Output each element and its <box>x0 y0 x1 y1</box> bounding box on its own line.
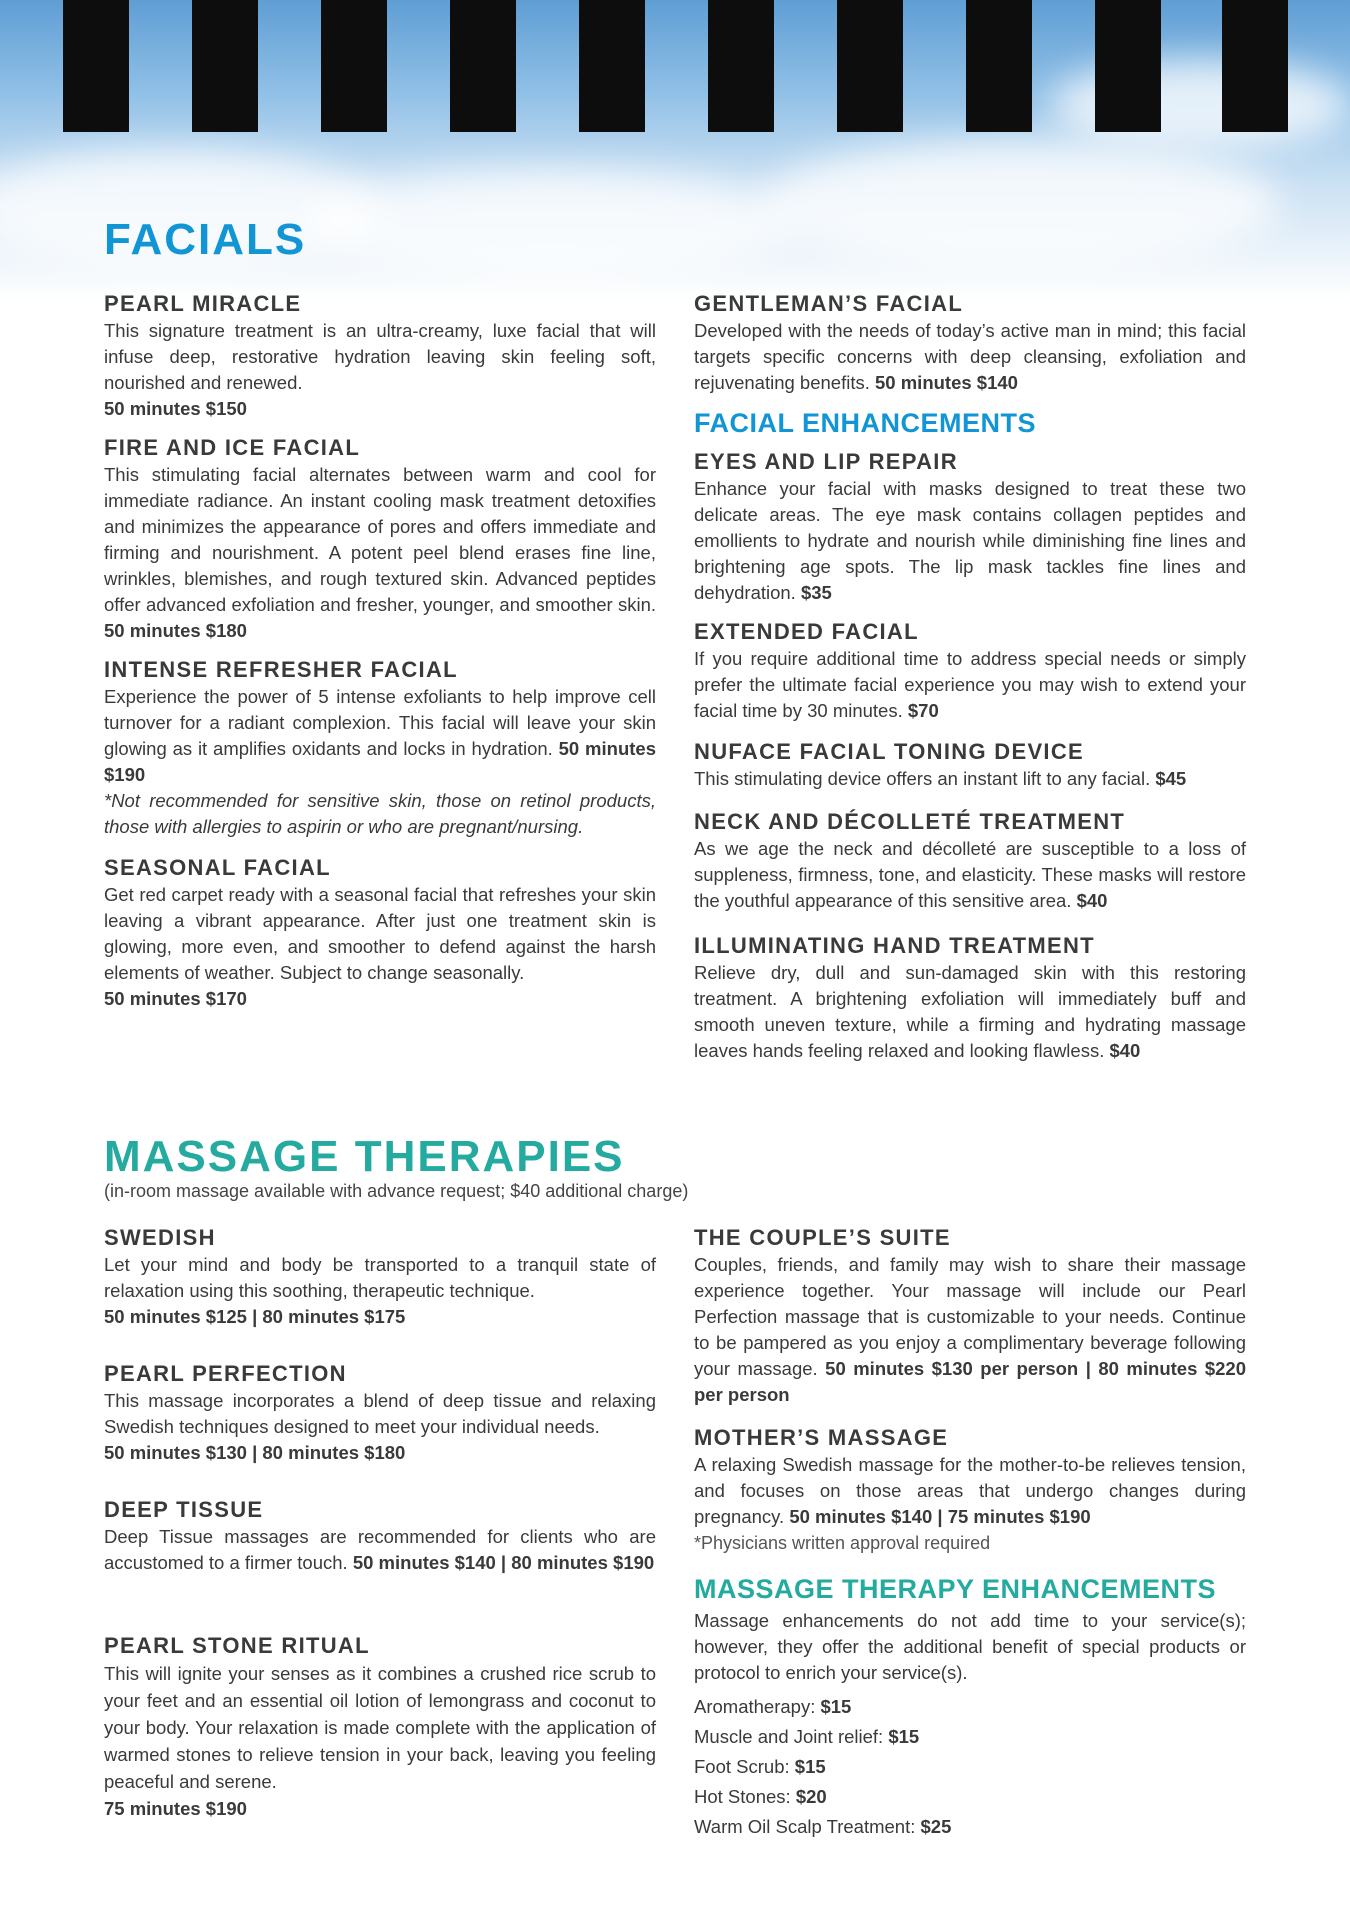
enhancement-neck-and-decollete <box>694 808 1246 932</box>
massage-enhancements-list <box>694 1692 1246 1842</box>
service-name: FIRE AND ICE FACIAL <box>104 435 361 460</box>
massage-subtitle: (in-room massage available with advance request; $40 additional charge) <box>104 1181 689 1201</box>
service-price: 50 minutes $140 | 80 minutes $190 <box>352 1552 655 1573</box>
service-description: Let your mind and body be transported to a tranquil state of relaxation using this soothing, therapeutic technique. 50 minutes $125 | 80 minutes $175 <box>104 1254 656 1327</box>
service-name: SEASONAL FACIAL <box>104 855 331 880</box>
service-name: INTENSE REFRESHER FACIAL <box>104 657 458 682</box>
header-stripe <box>1095 0 1161 132</box>
facials-right-column <box>694 290 1246 1064</box>
massage-right-column <box>694 1224 1246 1842</box>
service-description: As we age the neck and décolleté are susceptible to a loss of suppleness, firmness, tone, and elasticity. These masks will restore the youthful appearance of this sensitive area. $40 <box>694 838 1246 911</box>
service-price: $40 <box>1109 1040 1141 1061</box>
service-pearl-miracle <box>104 290 656 434</box>
service-name: NECK AND DÉCOLLETÉ TREATMENT <box>694 809 1126 834</box>
enhancement-extended-facial <box>694 618 1246 738</box>
service-description: Experience the power of 5 intense exfoliants to help improve cell turnover for a radiant complexion. This facial will leave your skin glowing as it amplifies oxidants and locks in hydration. 50 minutes $190 <box>104 686 656 785</box>
service-price: 75 minutes $190 <box>104 1798 247 1819</box>
service-pearl-perfection <box>104 1360 656 1496</box>
header-stripe <box>966 0 1032 132</box>
service-price: $70 <box>907 700 939 721</box>
header-stripe <box>579 0 645 132</box>
header-stripe <box>63 0 129 132</box>
service-description: Couples, friends, and family may wish to share their massage experience together. Your massage will include our Pearl Perfection massage that is customizable to your needs. Continue to be pampered as you enjoy a complimentary beverage following your massage. 50 minutes $130 per person | 80 minutes $220 per person <box>694 1254 1246 1405</box>
service-description: This massage incorporates a blend of deep tissue and relaxing Swedish techniques designed to meet your individual needs. 50 minutes $130 | 80 minutes $180 <box>104 1390 656 1463</box>
massage-enhancements-title: MASSAGE THERAPY ENHANCEMENTS <box>694 1574 1217 1604</box>
service-description: Enhance your facial with masks designed to treat these two delicate areas. The eye mask contains collagen peptides and emollients to hydrate and nourish while diminishing fine lines and brightening age spots. The lip mask tackles fine lines and dehydration. $35 <box>694 478 1246 603</box>
service-note: *Physicians written approval required <box>694 1533 991 1553</box>
enhancement-line: Foot Scrub: $15 <box>694 1756 826 1777</box>
service-mothers-massage <box>694 1424 1246 1572</box>
enhancement-nuface-toning-device <box>694 738 1246 808</box>
service-price: $35 <box>800 582 832 603</box>
massage-enhancements-intro: Massage enhancements do not add time to your service(s); however, they offer the additional benefit of special products or protocol to enrich your service(s). <box>694 1610 1246 1683</box>
service-price: 50 minutes $140 | 75 minutes $190 <box>789 1506 1091 1527</box>
service-note: *Not recommended for sensitive skin, those on retinol products, those with allergies to aspirin or who are pregnant/nursing. <box>104 790 656 837</box>
service-gentlemans-facial <box>694 290 1246 406</box>
service-name: EYES AND LIP REPAIR <box>694 449 958 474</box>
enhancement-line: Warm Oil Scalp Treatment: $25 <box>694 1816 952 1837</box>
service-description: Relieve dry, dull and sun-damaged skin with this restoring treatment. A brightening exfoliation will immediately buff and smooth uneven texture, while a firming and hydrating massage leaves hands feeling relaxed and looking flawless. $40 <box>694 962 1246 1061</box>
service-name: EXTENDED FACIAL <box>694 619 919 644</box>
header-stripe <box>192 0 258 132</box>
service-name: THE COUPLE’S SUITE <box>694 1225 951 1250</box>
service-name: PEARL PERFECTION <box>104 1361 347 1386</box>
service-fire-and-ice-facial <box>104 434 656 656</box>
enhancement-line: Hot Stones: $20 <box>694 1786 827 1807</box>
header-stripe <box>837 0 903 132</box>
facials-title: FACIALS <box>104 215 307 264</box>
service-description: A relaxing Swedish massage for the mother-to-be relieves tension, and focuses on those areas that undergo changes during pregnancy. 50 minutes $140 | 75 minutes $190 <box>694 1454 1246 1527</box>
service-deep-tissue <box>104 1496 656 1632</box>
service-description: This stimulating device offers an instant lift to any facial. $45 <box>694 768 1187 789</box>
service-price: 50 minutes $180 <box>104 620 247 641</box>
massage-therapies-title: MASSAGE THERAPIES <box>104 1132 625 1181</box>
service-price: 50 minutes $130 per person | 80 minutes $220 per person <box>694 1358 1246 1405</box>
service-price: 50 minutes $125 | 80 minutes $175 <box>104 1306 406 1327</box>
service-name: NUFACE FACIAL TONING DEVICE <box>694 739 1084 764</box>
service-seasonal-facial <box>104 854 656 1012</box>
service-swedish <box>104 1224 656 1360</box>
header-stripe <box>708 0 774 132</box>
service-description: This signature treatment is an ultra-creamy, luxe facial that will infuse deep, restorative hydration leaving skin feeling soft, nourished and renewed. 50 minutes $150 <box>104 320 656 419</box>
service-price: 50 minutes $190 <box>104 738 656 785</box>
service-name: GENTLEMAN’S FACIAL <box>694 291 964 316</box>
service-name: SWEDISH <box>104 1225 216 1250</box>
service-description: This stimulating facial alternates between warm and cool for immediate radiance. An instant cooling mask treatment detoxifies and minimizes the appearance of pores and offers immediate and firming and nourishment. A potent peel blend erases fine line, wrinkles, blemishes, and rough textured skin. Advanced peptides offer advanced exfoliation and fresher, younger, and smoother skin. 50 minutes $180 <box>104 464 656 641</box>
service-name: ILLUMINATING HAND TREATMENT <box>694 933 1095 958</box>
service-price: 50 minutes $130 | 80 minutes $180 <box>104 1442 406 1463</box>
service-couples-suite <box>694 1224 1246 1424</box>
enhancement-line: Muscle and Joint relief: $15 <box>694 1726 920 1747</box>
enhancement-illuminating-hand-treatment <box>694 932 1246 1064</box>
massage-left-column <box>104 1224 656 1822</box>
facials-left-column <box>104 290 656 1012</box>
enhancement-line: Aromatherapy: $15 <box>694 1696 852 1717</box>
header-stripe <box>321 0 387 132</box>
service-description: Developed with the needs of today’s active man in mind; this facial targets specific concerns with deep cleansing, exfoliation and rejuvenating benefits. 50 minutes $140 <box>694 320 1246 393</box>
service-description: This will ignite your senses as it combines a crushed rice scrub to your feet and an essential oil lotion of lemongrass and coconut to your body. Your relaxation is made complete with the application of warmed stones to relieve tension in your back, leaving you feeling peaceful and serene. 75 minutes $190 <box>104 1663 656 1819</box>
service-name: PEARL STONE RITUAL <box>104 1633 370 1658</box>
facial-enhancements-title: FACIAL ENHANCEMENTS <box>694 408 1037 438</box>
header-stripe <box>450 0 516 132</box>
service-price: $45 <box>1155 768 1187 789</box>
service-intense-refresher-facial <box>104 656 656 854</box>
service-description: If you require additional time to address special needs or simply prefer the ultimate facial experience you may wish to extend your facial time by 30 minutes. $70 <box>694 648 1246 721</box>
service-name: DEEP TISSUE <box>104 1497 264 1522</box>
service-price: 50 minutes $140 <box>875 372 1018 393</box>
service-name: MOTHER’S MASSAGE <box>694 1425 949 1450</box>
service-pearl-stone-ritual <box>104 1632 656 1822</box>
header-stripe <box>1222 0 1288 132</box>
service-name: PEARL MIRACLE <box>104 291 302 316</box>
service-price: 50 minutes $170 <box>104 988 247 1009</box>
service-price: 50 minutes $150 <box>104 398 247 419</box>
enhancement-eyes-and-lip-repair <box>694 448 1246 618</box>
service-description: Deep Tissue massages are recommended for clients who are accustomed to a firmer touch. 50 minutes $140 | 80 minutes $190 <box>104 1526 656 1573</box>
service-price: $40 <box>1076 890 1108 911</box>
service-description: Get red carpet ready with a seasonal facial that refreshes your skin leaving a vibrant appearance. After just one treatment skin is glowing, more even, and smoother to defend against the harsh elements of weather. Subject to change seasonally. 50 minutes $170 <box>104 884 656 1009</box>
